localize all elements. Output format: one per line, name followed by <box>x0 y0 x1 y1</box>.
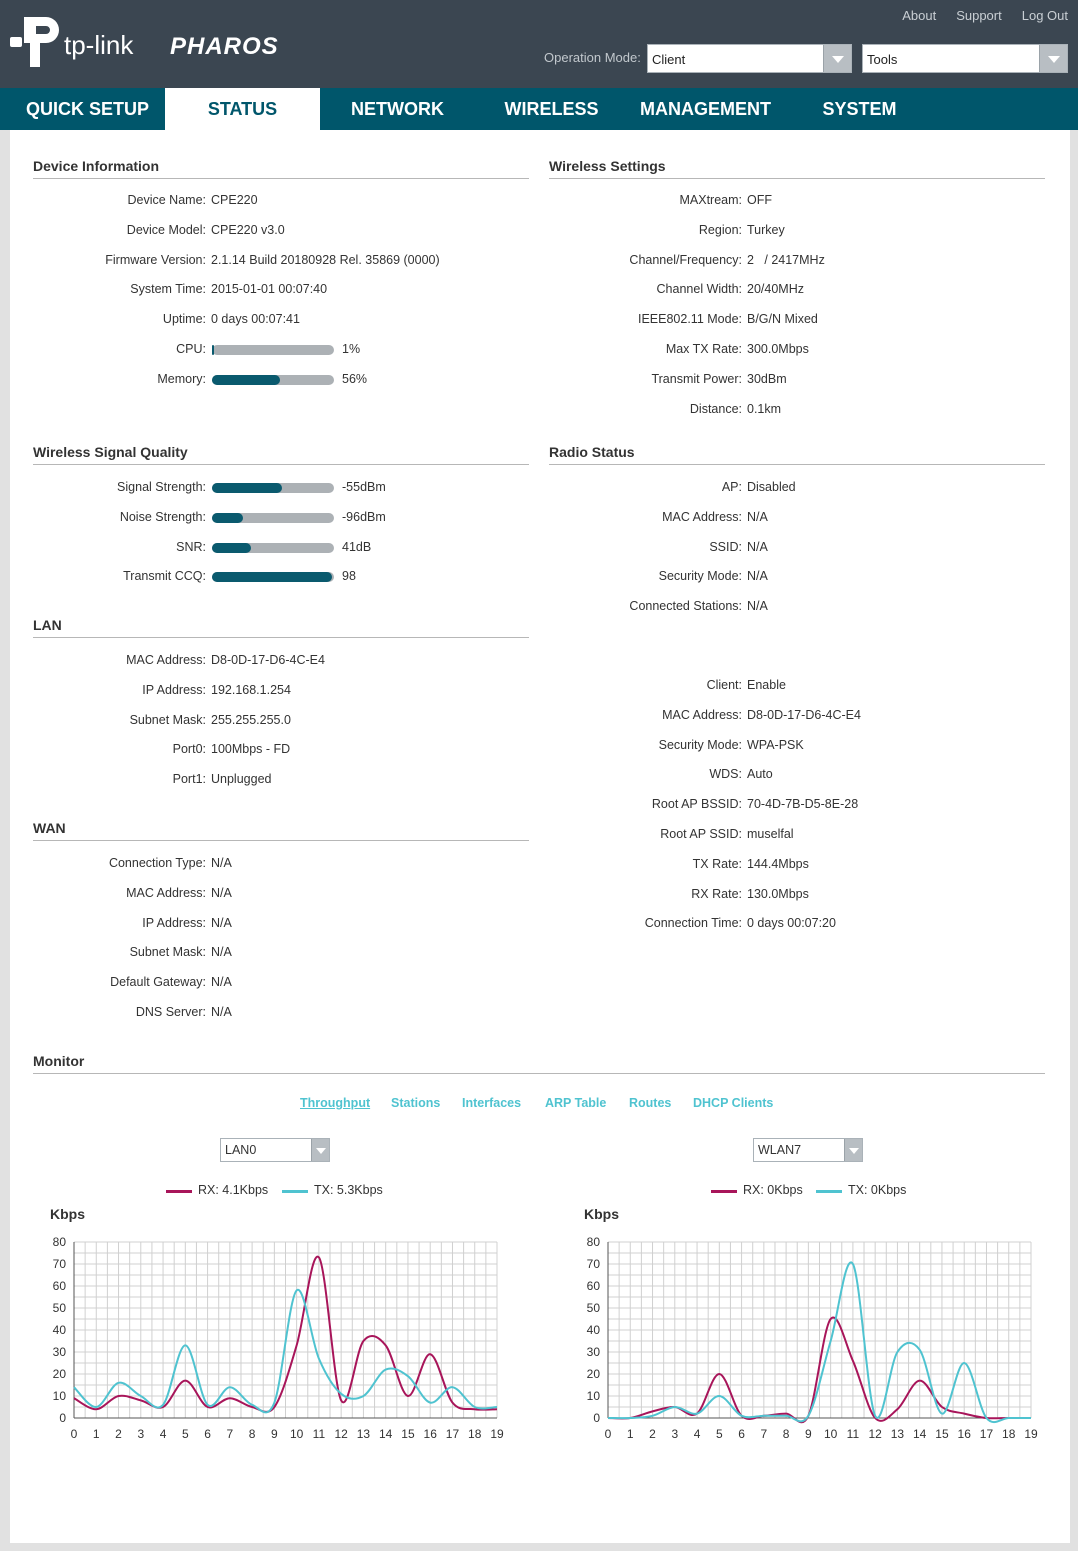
x-tick-label: 12 <box>868 1427 882 1441</box>
signal-quality-value: -55dBm <box>342 480 386 494</box>
device-info-label: System Time: <box>130 282 206 296</box>
x-tick-label: 10 <box>823 1427 838 1441</box>
y-tick-label: 0 <box>593 1411 600 1425</box>
tab-system[interactable]: SYSTEM <box>822 99 897 119</box>
y-tick-label: 50 <box>586 1301 600 1315</box>
radio-ap-value: N/A <box>747 510 768 524</box>
lan-value: 192.168.1.254 <box>211 683 291 697</box>
operation-mode-label: Operation Mode: <box>544 50 641 65</box>
lan-title: LAN <box>33 617 62 633</box>
x-tick-label: 2 <box>115 1427 122 1441</box>
operation-mode-value: Client <box>652 52 686 67</box>
wireless-settings-value: 30dBm <box>747 372 787 386</box>
y-tick-label: 20 <box>52 1367 66 1381</box>
wireless-settings-value: B/G/N Mixed <box>747 312 818 326</box>
wireless-settings-value: 0.1km <box>747 402 782 416</box>
chart-grid <box>608 1242 1031 1418</box>
chevron-down-icon <box>311 1139 329 1161</box>
wan-value: N/A <box>211 945 232 959</box>
x-tick-label: 13 <box>356 1427 371 1441</box>
tx-legend-label: TX: 0Kbps <box>848 1183 907 1197</box>
rx-legend-swatch <box>166 1190 192 1193</box>
lan-label: MAC Address: <box>126 653 206 667</box>
x-tick-label: 8 <box>248 1427 256 1441</box>
wan-value: N/A <box>211 1005 232 1019</box>
x-tick-label: 5 <box>715 1427 723 1441</box>
wan-label: IP Address: <box>142 916 206 930</box>
x-tick-label: 14 <box>913 1427 927 1441</box>
top-header <box>0 0 1078 88</box>
y-tick-label: 20 <box>586 1367 600 1381</box>
x-tick-label: 3 <box>671 1427 679 1441</box>
x-tick-label: 0 <box>70 1427 78 1441</box>
chart-grid <box>74 1242 497 1418</box>
x-tick-label: 15 <box>401 1427 415 1441</box>
x-tick-label: 5 <box>181 1427 189 1441</box>
tab-status[interactable]: STATUS <box>165 88 320 130</box>
radio-client-label: Security Mode: <box>658 738 742 752</box>
radio-ap-label: AP: <box>721 480 742 494</box>
y-tick-label: 70 <box>586 1257 600 1271</box>
y-tick-label: 60 <box>586 1279 600 1293</box>
tab-wireless[interactable]: WIRELESS <box>504 99 599 119</box>
divider <box>33 464 529 465</box>
wireless-settings-title: Wireless Settings <box>549 158 666 174</box>
tab-arp-table[interactable]: ARP Table <box>545 1096 607 1110</box>
x-tick-label: 6 <box>738 1427 745 1441</box>
logout-link[interactable]: Log Out <box>1021 8 1068 23</box>
rx-legend-label: RX: 4.1Kbps <box>198 1183 269 1197</box>
chevron-down-icon <box>823 45 851 72</box>
x-tick-label: 17 <box>445 1427 460 1441</box>
tab-quick-setup[interactable]: QUICK SETUP <box>25 99 149 119</box>
x-tick-label: 16 <box>957 1427 971 1441</box>
radio-ap-value: N/A <box>747 599 768 613</box>
tx-legend-label: TX: 5.3Kbps <box>314 1183 383 1197</box>
y-tick-label: 50 <box>52 1301 66 1315</box>
radio-client-label: MAC Address: <box>662 708 742 722</box>
x-tick-label: 2 <box>649 1427 656 1441</box>
wan-value: N/A <box>211 856 232 870</box>
operation-mode-select[interactable] <box>647 44 852 73</box>
y-tick-label: 0 <box>59 1411 66 1425</box>
radio-client-value: Enable <box>747 678 786 692</box>
wan-label: DNS Server: <box>135 1005 206 1019</box>
wan-title: WAN <box>33 820 66 836</box>
signal-quality-title: Wireless Signal Quality <box>33 444 188 460</box>
radio-client-label: RX Rate: <box>691 887 742 901</box>
product-name: PHAROS <box>170 33 279 60</box>
tools-select[interactable] <box>862 44 1068 73</box>
radio-status-title: Radio Status <box>549 444 635 460</box>
wan-value: N/A <box>211 886 232 900</box>
tab-network[interactable]: NETWORK <box>351 99 444 119</box>
top-links <box>902 8 1068 23</box>
signal-quality-value: 98 <box>342 569 356 583</box>
wlan-throughput-chart <box>564 1234 1038 1446</box>
device-info-value: CPE220 v3.0 <box>211 223 285 237</box>
tools-value: Tools <box>867 52 898 67</box>
y-tick-label: 10 <box>586 1389 600 1403</box>
radio-client-label: Client: <box>706 678 742 692</box>
lan-value: 100Mbps - FD <box>211 742 291 756</box>
x-tick-label: 0 <box>604 1427 612 1441</box>
wireless-settings-label: Distance: <box>689 402 742 416</box>
wireless-settings-label: Max TX Rate: <box>665 342 742 356</box>
x-tick-label: 11 <box>312 1427 326 1441</box>
rx-legend-swatch <box>711 1190 737 1193</box>
x-tick-label: 19 <box>1024 1427 1038 1441</box>
radio-client-value: 0 days 00:07:20 <box>747 916 836 930</box>
wireless-settings-value: 2 / 2417MHz <box>747 253 825 267</box>
radio-client-value: D8-0D-17-D6-4C-E4 <box>747 708 861 722</box>
wireless-settings-label: Channel/Frequency: <box>629 253 742 267</box>
x-tick-label: 18 <box>468 1427 482 1441</box>
radio-client-value: muselfal <box>747 827 794 841</box>
radio-ap-label: SSID: <box>709 540 742 554</box>
wlan-interface-select[interactable] <box>753 1138 863 1162</box>
x-tick-label: 6 <box>204 1427 211 1441</box>
device-info-label: CPU: <box>176 342 206 356</box>
radio-client-value: 130.0Mbps <box>747 887 809 901</box>
device-info-title: Device Information <box>33 158 160 174</box>
main-nav <box>0 88 1078 130</box>
radio-client-value: 144.4Mbps <box>747 857 809 871</box>
wan-value: N/A <box>211 975 232 989</box>
x-tick-label: 9 <box>271 1427 278 1441</box>
signal-quality-label: SNR: <box>176 540 206 554</box>
radio-client-label: Root AP BSSID: <box>651 797 742 811</box>
wireless-settings-label: IEEE802.11 Mode: <box>637 312 742 326</box>
wireless-settings-label: Region: <box>698 223 742 237</box>
tab-stations[interactable]: Stations <box>391 1096 441 1110</box>
chevron-down-icon <box>844 1139 862 1161</box>
y-tick-label: 40 <box>52 1323 66 1337</box>
radio-ap-value: N/A <box>747 540 768 554</box>
device-info-label: Uptime: <box>162 312 206 326</box>
radio-client-label: Connection Time: <box>644 916 742 930</box>
y-tick-label: 60 <box>52 1279 66 1293</box>
signal-quality-value: 41dB <box>342 540 372 554</box>
wireless-settings-value: OFF <box>747 193 772 207</box>
x-tick-label: 4 <box>159 1427 167 1441</box>
lan-label: Subnet Mask: <box>129 713 206 727</box>
device-info-label: Memory: <box>157 372 206 386</box>
radio-client-label: WDS: <box>709 767 742 781</box>
tab-management[interactable]: MANAGEMENT <box>640 99 771 119</box>
y-tick-label: 70 <box>52 1257 66 1271</box>
radio-ap-label: Connected Stations: <box>629 599 742 613</box>
wlan-interface-value: WLAN7 <box>758 1143 802 1157</box>
device-info-value: CPE220 <box>211 193 258 207</box>
tx-legend-swatch <box>282 1190 308 1193</box>
x-tick-label: 8 <box>782 1427 790 1441</box>
lan-label: Port0: <box>172 742 206 756</box>
tab-interfaces[interactable]: Interfaces <box>462 1096 522 1110</box>
lan-interface-value: LAN0 <box>225 1143 257 1157</box>
monitor-title: Monitor <box>33 1053 85 1069</box>
x-tick-label: 3 <box>137 1427 145 1441</box>
radio-ap-label: Security Mode: <box>658 569 742 583</box>
lan-value: 255.255.255.0 <box>211 713 291 727</box>
radio-client-value: 70-4D-7B-D5-8E-28 <box>747 797 859 811</box>
device-info-label: Device Model: <box>126 223 206 237</box>
y-tick-label: 10 <box>52 1389 66 1403</box>
x-tick-label: 18 <box>1002 1427 1016 1441</box>
wireless-settings-label: Transmit Power: <box>651 372 742 386</box>
divider <box>33 1073 1045 1074</box>
wan-label: Subnet Mask: <box>129 945 206 959</box>
x-tick-label: 9 <box>805 1427 812 1441</box>
brand-name: tp-link <box>64 30 134 60</box>
lan-chart-ylabel: Kbps <box>50 1206 85 1222</box>
radio-ap-value: Disabled <box>747 480 796 494</box>
wireless-settings-label: Channel Width: <box>656 282 742 296</box>
radio-client-label: TX Rate: <box>692 857 742 871</box>
wireless-settings-value: 20/40MHz <box>747 282 804 296</box>
signal-quality-label: Noise Strength: <box>119 510 206 524</box>
device-info-value: 56% <box>342 372 368 386</box>
radio-ap-label: MAC Address: <box>662 510 742 524</box>
wan-label: Connection Type: <box>108 856 206 870</box>
wireless-settings-value: Turkey <box>747 223 785 237</box>
monitor-tabs <box>10 1096 1070 1116</box>
x-tick-label: 14 <box>379 1427 393 1441</box>
y-tick-label: 30 <box>52 1345 66 1359</box>
x-tick-label: 1 <box>92 1427 100 1441</box>
signal-quality-value: -96dBm <box>342 510 386 524</box>
lan-label: Port1: <box>172 772 206 786</box>
device-info-value: 2.1.14 Build 20180928 Rel. 35869 (0000) <box>211 253 440 267</box>
device-info-value: 2015-01-01 00:07:40 <box>211 282 328 296</box>
device-info-value: 1% <box>342 342 361 356</box>
wireless-settings-label: MAXtream: <box>679 193 742 207</box>
device-info-value: 0 days 00:07:41 <box>211 312 300 326</box>
tab-throughput[interactable]: Throughput <box>300 1096 371 1110</box>
y-tick-label: 80 <box>586 1235 600 1249</box>
rx-legend-label: RX: 0Kbps <box>743 1183 803 1197</box>
x-tick-label: 16 <box>423 1427 437 1441</box>
x-tick-label: 4 <box>693 1427 701 1441</box>
divider <box>33 178 529 179</box>
x-tick-label: 10 <box>289 1427 304 1441</box>
x-tick-label: 12 <box>334 1427 348 1441</box>
x-tick-label: 11 <box>846 1427 860 1441</box>
x-tick-label: 1 <box>626 1427 634 1441</box>
wireless-settings-value: 300.0Mbps <box>747 342 809 356</box>
tab-dhcp-clients[interactable]: DHCP Clients <box>693 1096 774 1110</box>
radio-client-value: Auto <box>747 767 773 781</box>
tab-routes[interactable]: Routes <box>629 1096 672 1110</box>
divider <box>549 464 1045 465</box>
chevron-down-icon <box>1039 45 1067 72</box>
x-tick-label: 13 <box>890 1427 905 1441</box>
signal-quality-label: Signal Strength: <box>117 480 206 494</box>
tx-legend-swatch <box>816 1190 842 1193</box>
x-tick-label: 17 <box>979 1427 994 1441</box>
device-info-label: Firmware Version: <box>105 253 206 267</box>
lan-chart-legend <box>166 1183 406 1199</box>
device-info-label: Device Name: <box>127 193 206 207</box>
about-link[interactable]: About <box>902 8 937 23</box>
lan-value: Unplugged <box>211 772 272 786</box>
wlan-chart-ylabel: Kbps <box>584 1206 619 1222</box>
lan-throughput-chart <box>30 1234 504 1446</box>
y-tick-label: 30 <box>586 1345 600 1359</box>
y-tick-label: 40 <box>586 1323 600 1337</box>
x-tick-label: 15 <box>935 1427 949 1441</box>
lan-interface-select[interactable] <box>220 1138 330 1162</box>
x-tick-label: 19 <box>490 1427 504 1441</box>
y-tick-label: 80 <box>52 1235 66 1249</box>
radio-client-label: Root AP SSID: <box>660 827 742 841</box>
divider <box>549 178 1045 179</box>
wan-label: MAC Address: <box>126 886 206 900</box>
x-tick-label: 7 <box>226 1427 234 1441</box>
x-tick-label: 7 <box>760 1427 768 1441</box>
wan-label: Default Gateway: <box>110 975 206 989</box>
wan-value: N/A <box>211 916 232 930</box>
wlan-chart-legend <box>711 1183 951 1199</box>
lan-value: D8-0D-17-D6-4C-E4 <box>211 653 325 667</box>
divider <box>33 637 529 638</box>
radio-client-value: WPA-PSK <box>747 738 804 752</box>
support-link[interactable]: Support <box>956 8 1002 23</box>
radio-ap-value: N/A <box>747 569 768 583</box>
content-panel <box>10 130 1070 1543</box>
lan-label: IP Address: <box>142 683 206 697</box>
signal-quality-label: Transmit CCQ: <box>123 569 206 583</box>
